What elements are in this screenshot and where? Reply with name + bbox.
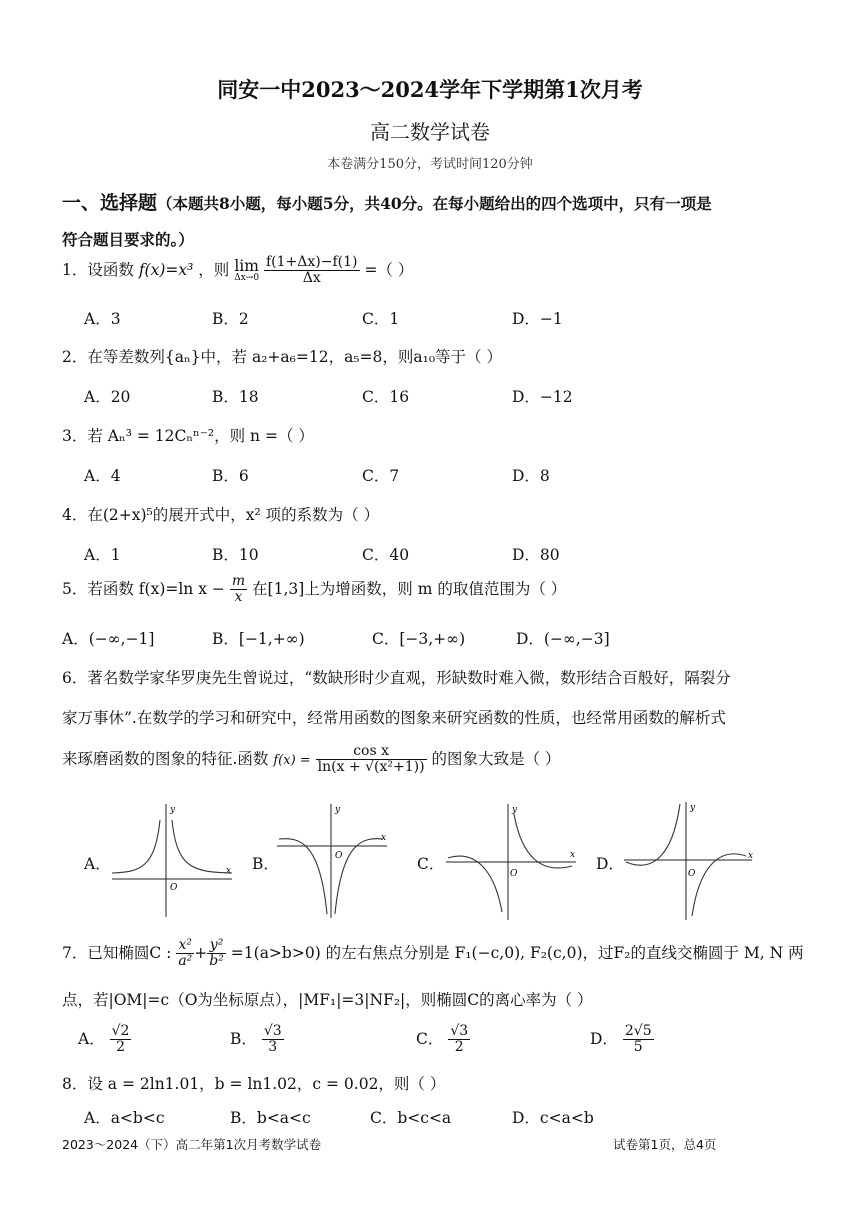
graph-b[interactable]	[275, 802, 400, 922]
axis-y-label: y	[512, 805, 518, 815]
q7-line-1b: =1(a>b>0) 的左右焦点分别是 F₁(−c,0), F₂(c,0)，过F₂的直线交椭圆于 M, N 两	[230, 943, 804, 962]
q8-option-c[interactable]: C．b<c<a	[370, 1109, 452, 1127]
q7-frac-x-num: x²	[176, 938, 194, 954]
section-note-line2: 符合题目要求的。）	[62, 230, 194, 249]
q5-frac-den: x	[234, 589, 243, 606]
q7-option-a[interactable]	[78, 1024, 131, 1056]
q5-stem-b: 在[1,3]上为增函数，则 m 的取值范围为（ ）	[252, 579, 567, 598]
footer-right: 试卷第1页，总4页	[613, 1137, 717, 1152]
q7-line-1	[62, 938, 804, 970]
graph-d[interactable]	[622, 800, 762, 922]
graph-c[interactable]	[444, 800, 584, 922]
q6-line-1: 6．著名数学家华罗庚先生曾说过，“数缺形时少直观，形缺数时难入微，数形结合百般好，隔裂分	[62, 669, 731, 687]
q1-option-d[interactable]: D．−1	[512, 310, 563, 328]
question-3: 3．若 Aₙ³ = 12Cₙⁿ⁻²，则 n =（ ）	[62, 427, 314, 445]
origin-label: O	[688, 869, 696, 879]
curve-left	[626, 804, 680, 865]
q1-frac-den: Δx	[302, 270, 321, 287]
question-1	[62, 255, 413, 287]
q6-frac-den: ln(x + √(x²+1))	[317, 759, 425, 776]
q7-option-d-frac	[623, 1024, 654, 1056]
q1-lim-sub: Δx→0	[234, 273, 260, 284]
footer-left: 2023～2024（下）高二年第1次月考数学试卷	[62, 1137, 322, 1152]
q7-frac-y-num: y²	[207, 938, 226, 954]
q1-lim-text: lim	[234, 256, 259, 275]
q4-option-a[interactable]: A．1	[84, 546, 121, 564]
q1-stem-a: 1．设函数	[62, 260, 134, 279]
q1-stem-b: ，则	[198, 260, 230, 279]
q5-option-d[interactable]: D．(−∞,−3]	[516, 630, 610, 648]
origin-label: O	[335, 851, 343, 861]
q7-option-c[interactable]	[416, 1024, 470, 1056]
q8-option-b[interactable]: B．b<a<c	[230, 1109, 311, 1127]
q4-option-b[interactable]: B．10	[212, 546, 259, 564]
q2-option-c[interactable]: C．16	[362, 388, 410, 406]
q2-option-b[interactable]: B．18	[212, 388, 259, 406]
q7-option-d-num: 2√5	[624, 1023, 652, 1039]
q1-option-b[interactable]: B．2	[212, 310, 249, 328]
q3-option-d[interactable]: D．8	[512, 467, 550, 485]
q7-option-a-frac	[110, 1024, 132, 1056]
q6-line-3b: 的图象大致是（ ）	[431, 749, 561, 768]
q5-option-c[interactable]: C．[−3,+∞)	[372, 630, 466, 648]
q7-frac-y-den: b²	[209, 953, 224, 970]
origin-label: O	[170, 883, 178, 893]
q6-line-3a: 来琢磨函数的图象的特征.函数	[62, 749, 269, 768]
q6-frac-num: cos x	[316, 744, 427, 760]
q7-option-b-label: B．	[230, 1029, 257, 1048]
q1-frac-num: f(1+Δx)−f(1)	[266, 254, 358, 270]
axis-x-label: x	[226, 866, 232, 876]
q1-stem-c: =（ ）	[364, 260, 414, 279]
curve-right	[172, 820, 232, 873]
q7-option-c-label: C．	[416, 1029, 444, 1048]
curve-left	[279, 839, 327, 914]
axis-x-label: x	[748, 851, 754, 861]
q7-option-a-label: A．	[78, 1029, 105, 1048]
q8-option-a[interactable]: A．a<b<c	[84, 1109, 165, 1127]
q7-option-a-den: 2	[116, 1039, 126, 1056]
q1-option-a[interactable]: A．3	[84, 310, 121, 328]
q7-frac-y	[207, 938, 226, 970]
axis-y-label: y	[170, 805, 176, 815]
axis-y-label: y	[690, 803, 696, 813]
q4-option-c[interactable]: C．40	[362, 546, 410, 564]
q7-option-c-frac	[448, 1024, 470, 1056]
section-note: （本题共8小题，每小题5分，共40分。在每小题给出的四个选项中，只有一项是	[157, 194, 712, 213]
q1-function: f(x)=x³	[138, 260, 194, 279]
q7-frac-x-den: a²	[178, 953, 193, 970]
q8-option-d[interactable]: D．c<a<b	[512, 1109, 594, 1127]
q6-line-3	[62, 744, 560, 776]
curve-left	[112, 820, 160, 873]
graph-a[interactable]	[110, 800, 235, 920]
q5-stem-a: 5．若函数 f(x)=ln x −	[62, 579, 225, 598]
question-5	[62, 574, 566, 606]
q6-line-2: 家万事休”.在数学的学习和研究中，经常用函数的图象来研究函数的性质，也经常用函数的解析式	[62, 709, 726, 727]
q5-fraction	[230, 574, 247, 606]
q3-option-a[interactable]: A．4	[84, 467, 121, 485]
q7-line-1a: 7．已知椭圆C :	[62, 943, 172, 962]
q4-option-d[interactable]: D．80	[512, 546, 560, 564]
q6-option-a[interactable]: A．	[84, 855, 111, 873]
q7-option-b[interactable]	[230, 1024, 284, 1056]
axis-y-label: y	[335, 805, 341, 815]
question-2: 2．在等差数列{aₙ}中，若 a₂+a₆=12，a₅=8，则a₁₀等于（ ）	[62, 348, 502, 366]
exam-info: 本卷满分150分，考试时间120分钟	[327, 157, 533, 172]
question-4: 4．在(2+x)⁵的展开式中，x² 项的系数为（ ）	[62, 506, 380, 524]
q5-option-b[interactable]: B．[−1,+∞)	[212, 630, 305, 648]
q3-option-c[interactable]: C．7	[362, 467, 400, 485]
curve-left	[448, 856, 502, 912]
q7-option-d-label: D．	[590, 1029, 618, 1048]
q6-option-c[interactable]: C．	[417, 855, 445, 873]
q1-fraction	[264, 255, 360, 287]
q7-option-b-frac	[262, 1024, 284, 1056]
q2-option-d[interactable]: D．−12	[512, 388, 573, 406]
q7-option-d-den: 5	[633, 1039, 643, 1056]
curve-right	[514, 814, 572, 868]
curve-right	[692, 854, 746, 916]
q7-option-b-den: 3	[268, 1039, 278, 1056]
q7-option-a-num: √2	[111, 1023, 130, 1039]
q7-frac-x	[176, 938, 194, 970]
q5-option-a[interactable]: A．(−∞,−1]	[62, 630, 155, 648]
q3-option-b[interactable]: B．6	[212, 467, 249, 485]
section-title: 一、选择题	[62, 192, 158, 214]
q6-fraction	[316, 744, 427, 776]
axis-x-label: x	[570, 850, 576, 860]
q5-frac-num: m	[231, 573, 246, 589]
q6-fx: f(x) =	[273, 752, 311, 768]
curve-right	[335, 839, 383, 914]
q7-option-c-den: 2	[454, 1039, 464, 1056]
q1-option-c[interactable]: C．1	[362, 310, 400, 328]
q7-option-c-num: √3	[450, 1023, 469, 1039]
q6-option-d[interactable]: D．	[596, 855, 624, 873]
q7-line-2: 点，若|OM|=c（O为坐标原点），|MF₁|=3|NF₂|，则椭圆C的离心率为（ ）	[62, 991, 593, 1009]
q7-plus: +	[194, 943, 208, 962]
exam-subtitle: 高二数学试卷	[370, 120, 490, 144]
axis-x-label: x	[381, 833, 387, 843]
q7-option-b-num: √3	[263, 1023, 282, 1039]
q2-option-a[interactable]: A．20	[84, 388, 131, 406]
q1-limit	[234, 256, 260, 284]
q6-option-b[interactable]: B．	[252, 855, 279, 873]
q7-option-d[interactable]	[590, 1024, 654, 1056]
question-8: 8．设 a = 2ln1.01，b = ln1.02，c = 0.02，则（ ）	[62, 1075, 446, 1093]
section-heading-row	[62, 188, 712, 215]
origin-label: O	[510, 869, 518, 879]
exam-title: 同安一中2023～2024学年下学期第1次月考	[217, 77, 643, 102]
